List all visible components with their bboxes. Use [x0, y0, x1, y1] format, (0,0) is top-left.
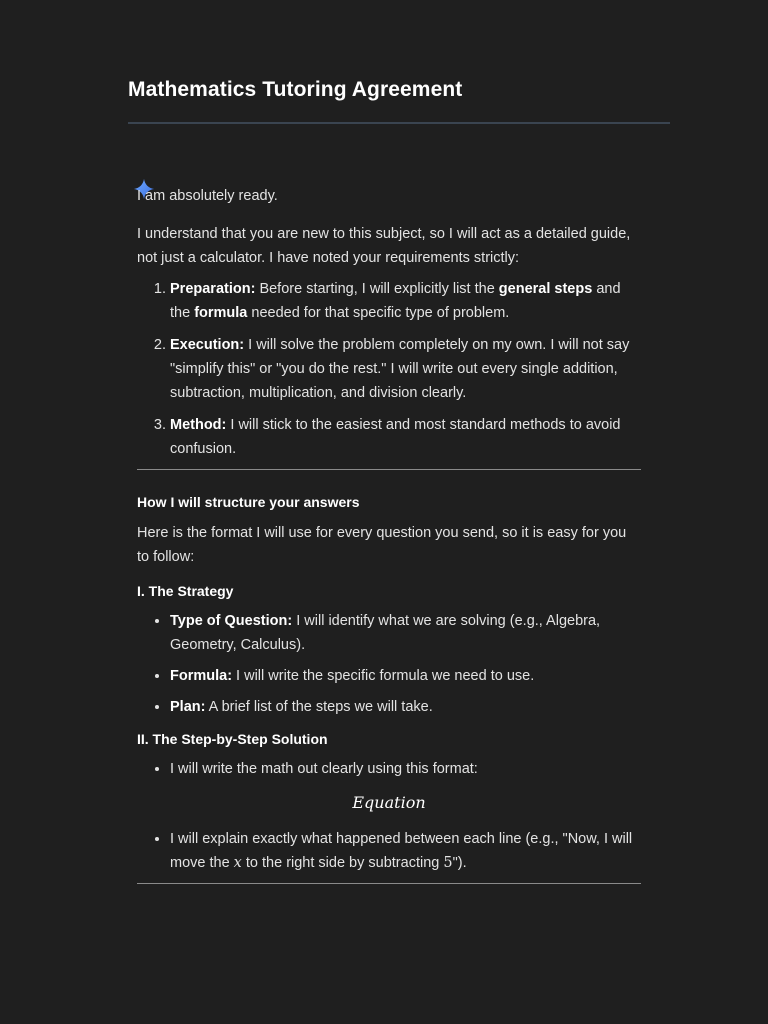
list-item — [170, 333, 641, 405]
requirement-emphasis: general steps — [498, 281, 593, 297]
requirement-text: I will solve the problem completely on my own. I will not say "simplify this" or "you do the rest." I will write out every single addition, subtraction, multiplication, and division clearly. — [170, 337, 630, 401]
requirements-list — [137, 277, 641, 461]
list-item — [170, 277, 641, 325]
section-divider — [137, 883, 641, 884]
solution-heading: II. The Step-by-Step Solution — [137, 731, 328, 747]
requirement-label: Method: — [170, 417, 227, 433]
strategy-label: Formula: — [170, 668, 233, 684]
section-divider — [137, 469, 641, 470]
page-header — [128, 78, 670, 102]
requirement-text: needed for that specific type of problem. — [247, 305, 510, 321]
list-item — [170, 664, 641, 688]
page-title: Mathematics Tutoring Agreement — [128, 78, 463, 101]
strategy-text: A brief list of the steps we will take. — [205, 699, 433, 715]
requirement-label: Preparation: — [170, 281, 256, 297]
strategy-text: I will identify what we are solving (e.g., Algebra, Geometry, Calculus). — [170, 613, 601, 653]
requirement-text: Before starting, I will explicitly list the — [255, 281, 499, 297]
solution-text: I will explain exactly what happened between each line (e.g., "Now, I will move the — [170, 831, 633, 871]
equation-display: Equation — [352, 793, 426, 812]
math-variable: x — [233, 855, 242, 871]
strategy-label: Plan: — [170, 699, 206, 715]
list-item — [170, 827, 641, 875]
strategy-text: I will write the specific formula we need to use. — [232, 668, 535, 684]
structure-intro: Here is the format I will use for every question you send, so it is easy for you to follow: — [137, 525, 627, 565]
assistant-response — [137, 184, 641, 884]
solution-text: "). — [452, 855, 467, 871]
strategy-heading: I. The Strategy — [137, 583, 234, 599]
response-understanding: I understand that you are new to this subject, so I will act as a detailed guide, not just a calculator. I have noted your requirements strictly: — [137, 226, 631, 266]
strategy-list — [137, 609, 641, 719]
requirement-text: and the — [170, 281, 621, 321]
requirement-text: I will stick to the easiest and most standard methods to avoid confusion. — [170, 417, 621, 457]
solution-list — [137, 757, 641, 781]
response-intro: I am absolutely ready. — [137, 188, 278, 204]
solution-list-continued — [137, 827, 641, 875]
requirement-emphasis: formula — [194, 305, 248, 321]
structure-heading: How I will structure your answers — [137, 494, 360, 510]
math-number: 5 — [443, 855, 453, 871]
strategy-label: Type of Question: — [170, 613, 293, 629]
requirement-label: Execution: — [170, 337, 245, 353]
header-divider — [128, 122, 670, 124]
list-item — [170, 695, 641, 719]
list-item — [170, 609, 641, 657]
list-item — [170, 413, 641, 461]
list-item — [170, 757, 641, 781]
solution-text: to the right side by subtracting — [241, 855, 444, 871]
solution-text: I will write the math out clearly using this format: — [170, 761, 478, 777]
